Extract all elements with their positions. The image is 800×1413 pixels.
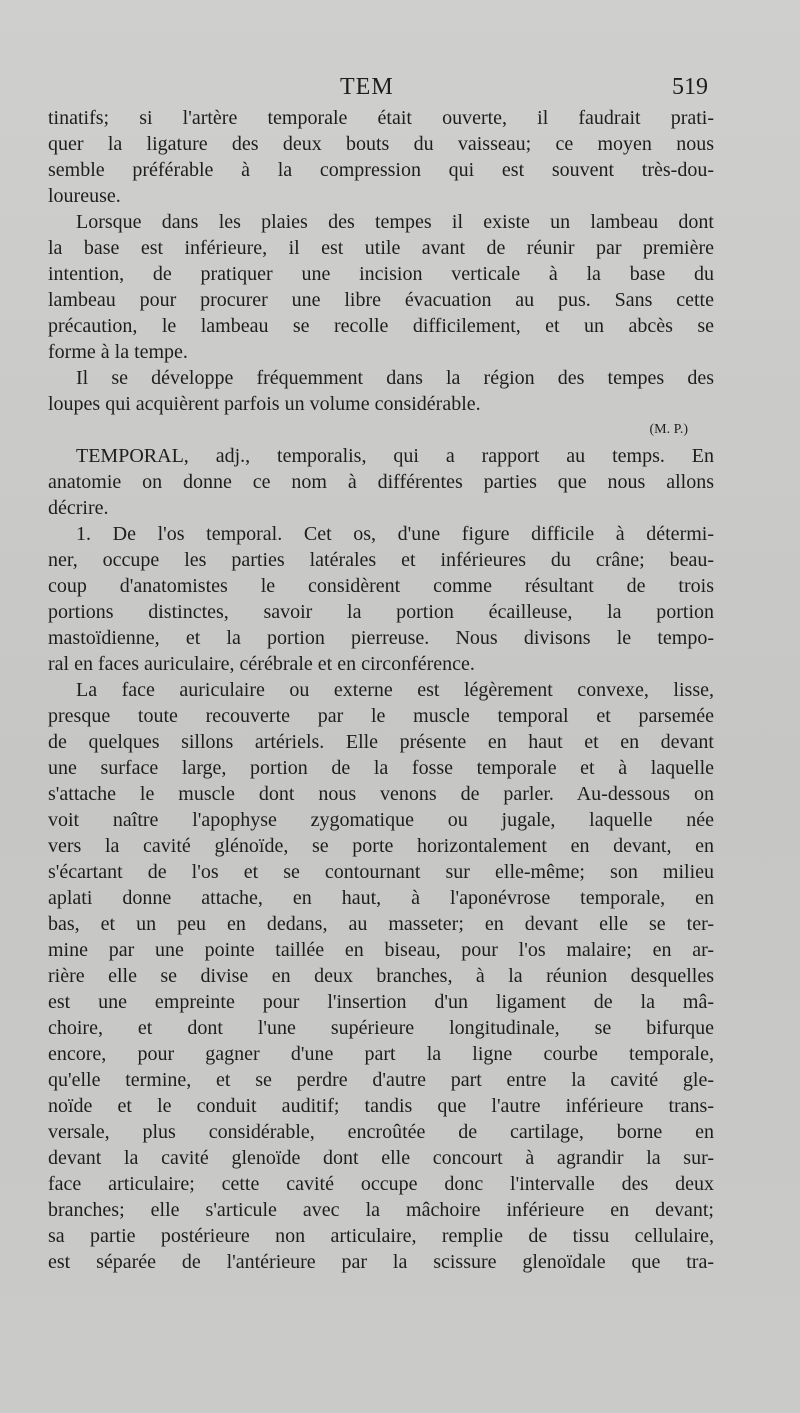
text-line: est séparée de l'antérieure par la scissure glenoïdale que tra- <box>48 1251 714 1273</box>
text-line: choire, et dont l'une supérieure longitudinale, se bifurque <box>48 1017 714 1039</box>
text-line: s'attache le muscle dont nous venons de parler. Au-dessous on <box>48 783 714 805</box>
page-body <box>48 105 714 1275</box>
text-line: bas, et un peu en dedans, au masseter; en devant elle se ter- <box>48 913 714 935</box>
page-number: 519 <box>672 74 708 100</box>
text-line: anatomie on donne ce nom à différentes parties que nous allons <box>48 471 714 493</box>
page-header <box>0 70 800 110</box>
text-line: mine par une pointe taillée en biseau, pour l'os malaire; en ar- <box>48 939 714 961</box>
text-line: face articulaire; cette cavité occupe donc l'intervalle des deux <box>48 1173 714 1195</box>
text-line: la base est inférieure, il est utile avant de réunir par première <box>48 237 714 259</box>
text-line: mastoïdienne, et la portion pierreuse. Nous divisons le tempo- <box>48 627 714 649</box>
text-line: vers la cavité glénoïde, se porte horizontalement en devant, en <box>48 835 714 857</box>
text-line: s'écartant de l'os et se contournant sur elle-même; son milieu <box>48 861 714 883</box>
text-line: forme à la tempe. <box>48 341 188 363</box>
text-line: précaution, le lambeau se recolle difficilement, et un abcès se <box>48 315 714 337</box>
text-line: 1. De l'os temporal. Cet os, d'une figure difficile à détermi- <box>76 523 714 545</box>
text-line: versale, plus considérable, encroûtée de cartilage, borne en <box>48 1121 714 1143</box>
text-line: ner, occupe les parties latérales et inférieures du crâne; beau- <box>48 549 714 571</box>
entry-headword-line: TEMPORAL, adj., temporalis, qui a rapport au temps. En <box>76 445 714 467</box>
text-line: intention, de pratiquer une incision verticale à la base du <box>48 263 714 285</box>
text-line: portions distinctes, savoir la portion écailleuse, la portion <box>48 601 714 623</box>
text-line: branches; elle s'articule avec la mâchoire inférieure en devant; <box>48 1199 714 1221</box>
text-line: tinatifs; si l'artère temporale était ouverte, il faudrait prati- <box>48 107 714 129</box>
text-line: La face auriculaire ou externe est légèrement convexe, lisse, <box>76 679 714 701</box>
text-line: quer la ligature des deux bouts du vaisseau; ce moyen nous <box>48 133 714 155</box>
text-line: sa partie postérieure non articulaire, remplie de tissu cellulaire, <box>48 1225 714 1247</box>
text-line: de quelques sillons artériels. Elle présente en haut et en devant <box>48 731 714 753</box>
text-line: devant la cavité glenoïde dont elle concourt à agrandir la sur- <box>48 1147 714 1169</box>
text-line: Il se développe fréquemment dans la région des tempes des <box>76 367 714 389</box>
text-line: loupes qui acquièrent parfois un volume considérable. <box>48 393 481 415</box>
text-line: voit naître l'apophyse zygomatique ou jugale, laquelle née <box>48 809 714 831</box>
text-line: ral en faces auriculaire, cérébrale et en circonférence. <box>48 653 475 675</box>
text-line: encore, pour gagner d'une part la ligne courbe temporale, <box>48 1043 714 1065</box>
text-line: rière elle se divise en deux branches, à la réunion desquelles <box>48 965 714 987</box>
text-line: Lorsque dans les plaies des tempes il existe un lambeau dont <box>76 211 714 233</box>
text-line: qu'elle termine, et se perdre d'autre part entre la cavité gle- <box>48 1069 714 1091</box>
text-line: presque toute recouverte par le muscle temporal et parsemée <box>48 705 714 727</box>
author-initials: (M. P.) <box>649 422 688 437</box>
text-line: semble préférable à la compression qui est souvent très-dou- <box>48 159 714 181</box>
text-line: noïde et le conduit auditif; tandis que l'autre inférieure trans- <box>48 1095 714 1117</box>
text-line: décrire. <box>48 497 109 519</box>
text-line: coup d'anatomistes le considèrent comme résultant de trois <box>48 575 714 597</box>
text-line: est une empreinte pour l'insertion d'un ligament de la mâ- <box>48 991 714 1013</box>
running-head: TEM <box>340 74 394 100</box>
text-line: une surface large, portion de la fosse temporale et à laquelle <box>48 757 714 779</box>
text-line: loureuse. <box>48 185 121 207</box>
text-line: lambeau pour procurer une libre évacuation au pus. Sans cette <box>48 289 714 311</box>
text-line: aplati donne attache, en haut, à l'aponévrose temporale, en <box>48 887 714 909</box>
